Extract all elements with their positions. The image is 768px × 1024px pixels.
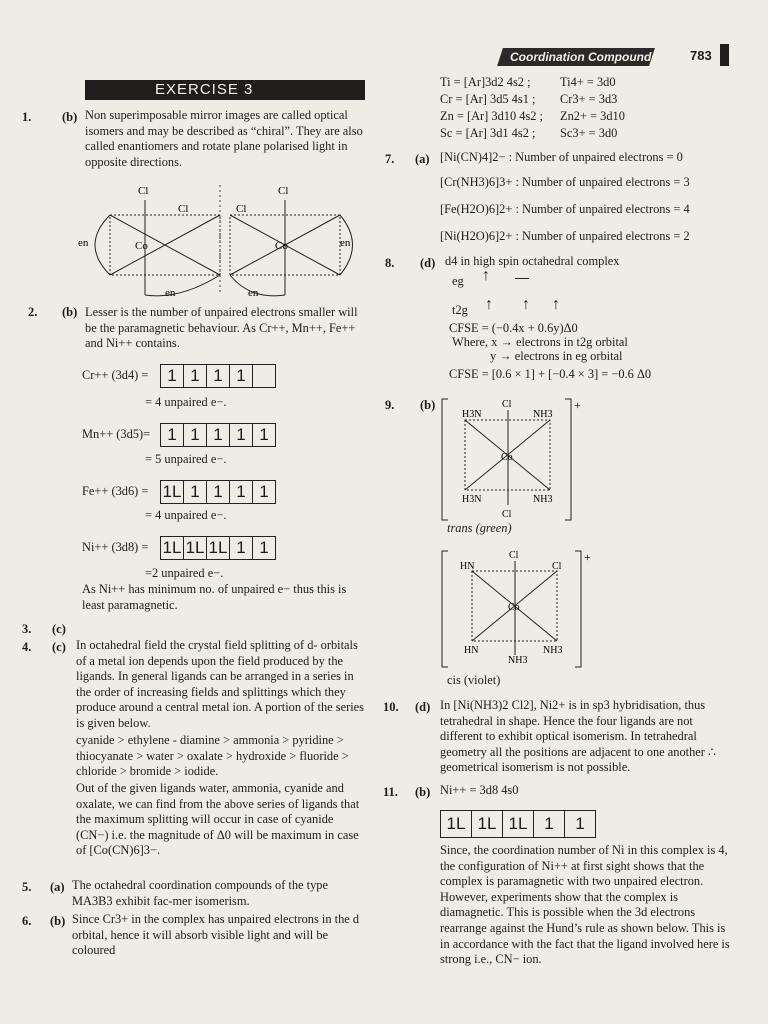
diagram-label-en: en [248,287,259,299]
q11-config: Ni++ = 3d8 4s0 [440,783,519,797]
q7-item: [Cr(NH3)6]3+ : Number of unpaired electrons = 3 [440,175,690,189]
q1-option: (b) [62,110,78,124]
q2-row-note: = 5 unpaired e−. [145,452,227,466]
q3-option: (c) [52,622,66,636]
config-left: Cr = [Ar] 3d5 4s1 ; [440,92,536,106]
diagram-label-co: Co [135,240,148,252]
q11-option: (b) [415,785,431,799]
q2-row-ion: Cr++ (3d4) = [82,368,149,382]
up-arrow-icon: ↑ [485,296,493,313]
q3-number: 3. [22,622,32,636]
q11-orbital-boxes: 1L 1L 1L 1 1 [440,810,596,838]
q2-row-ion: Mn++ (3d5)= [82,427,151,441]
svg-text:Cl: Cl [502,399,512,410]
q8-text: d4 in high spin octahedral complex [445,254,620,268]
config-right: Sc3+ = 3d0 [560,126,618,140]
diagram-label-cl: Cl [236,203,247,215]
svg-text:NH3: NH3 [533,494,553,505]
orbital-boxes: 1L 1L 1L 1 1 [160,536,276,560]
q2-row-note: = 4 unpaired e−. [145,395,227,409]
q6-number: 6. [22,914,32,928]
q8-option: (d) [420,256,436,270]
q10-option: (d) [415,700,431,714]
q7-item: [Ni(CN)4]2− : Number of unpaired electrons = 0 [440,150,683,164]
diagram-label-en: en [165,287,176,299]
exercise-title: EXERCISE 3 [155,81,254,98]
q10-text: In [Ni(NH3)2 Cl2], Ni2+ is in sp3 hybridisation, thus tetrahedral in shape. Hence the four ligands are not different to exhibit optical isomerism. In tetrahedral geometry all the positions are adjacent to one another ∴ geometrical isomerism is not possible. [440,698,716,775]
svg-text:NH3: NH3 [543,645,563,656]
config-right: Zn2+ = 3d10 [560,109,625,123]
q1-number: 1. [22,110,32,124]
cis-label: cis (violet) [447,673,501,687]
q8-eg-label: eg [452,274,464,288]
header-title: Coordination Compounds [510,50,658,64]
cis-isomer-diagram [440,545,600,675]
q5-option: (a) [50,880,65,894]
svg-text:NH3: NH3 [508,655,528,666]
right-isomer [230,185,353,299]
q8-where2: y → electrons in eg orbital [490,349,623,363]
q7-item: [Fe(H2O)6]2+ : Number of unpaired electrons = 4 [440,202,690,216]
svg-text:NH3: NH3 [533,409,553,420]
config-left: Zn = [Ar] 3d10 4s2 ; [440,109,544,123]
q9-number: 9. [385,398,395,412]
q7-option: (a) [415,152,430,166]
q8-where1: Where, x → electrons in t2g orbital [452,335,628,349]
q4-text: In octahedral field the crystal field splitting of d- orbitals of a metal ion depends upon the field produced by the ligands. In general ligands can be arranged in a series in the order of increasing fields and splittings which they produce around a central metal ion. A portion of the series is given below. [76,638,364,730]
config-left: Sc = [Ar] 3d1 4s2 ; [440,126,536,140]
q8-cfse-value: CFSE = [0.6 × 1] + [−0.4 × 3] = −0.6 Δ0 [449,367,652,381]
q2-row-note: = 4 unpaired e−. [145,508,227,522]
q5-number: 5. [22,880,32,894]
q10-number: 10. [383,700,399,714]
q7-number: 7. [385,152,395,166]
q9-option: (b) [420,398,436,412]
svg-text:Cl: Cl [552,561,562,572]
config-right: Ti4+ = 3d0 [560,75,616,89]
q2-number: 2. [28,305,38,319]
up-arrow-icon: ↑ [522,296,530,313]
q6-text: Since Cr3+ in the complex has unpaired electrons in the d orbital, hence it will absorb visible light and will be coloured [72,912,360,958]
q8-number: 8. [385,256,395,270]
q1-text: Non superimposable mirror images are called optical isomers and may be described as “chiral”. They are also called enantiomers and rotate plane polarised light in opposite directions. [85,108,363,169]
up-arrow-icon: ↑ [552,296,560,313]
svg-text:H3N: H3N [462,494,482,505]
q11-number: 11. [383,785,398,799]
trans-isomer-diagram [440,395,600,530]
svg-text:Co: Co [501,452,513,463]
diagram-label-cl: Cl [138,185,149,197]
diagram-label-en: en [78,237,89,249]
svg-text:HN: HN [460,561,475,572]
diagram-label-cl: Cl [178,203,189,215]
config-left: Ti = [Ar]3d2 4s2 ; [440,75,531,89]
q6-option: (b) [50,914,66,928]
q8-cfse-formula: CFSE = (−0.4x + 0.6y)Δ0 [449,321,578,335]
q2-row-ion: Fe++ (3d6) = [82,484,149,498]
q2-option: (b) [62,305,78,319]
trans-label: trans (green) [447,521,512,535]
q4-text2: Out of the given ligands water, ammonia, cyanide and oxalate, we can find from the above series of ligands that the maximum splitting will occur in case of cyanide (CN−) i.e. the magnitude of Δ0 will be maximum in case of [Co(CN)6]3−. [76,781,360,858]
orbital-boxes: 1 1 1 1 [160,364,276,388]
q11-text: Since, the coordination number of Ni in this complex is 4, the configuration of Ni++ at first sight shows that the complex is paramagnetic with two unpaired electron. However, experiments show that the complex is diamagnetic. This is possible when the 3d electrons rearrange against the Hund’s rule as shown below. This is in accordance with the fact that the ligand involved here is strong i.e., CN− ion. [440,843,730,967]
page-number: 783 [690,48,712,63]
config-right: Cr3+ = 3d3 [560,92,618,106]
q2-conclusion: As Ni++ has minimum no. of unpaired e− thus this is least paramagnetic. [82,582,347,612]
q2-row-note: =2 unpaired e−. [145,566,224,580]
orbital-boxes: 1L 1 1 1 1 [160,480,276,504]
q2-row-ion: Ni++ (3d8) = [82,540,149,554]
q2-text: Lesser is the number of unpaired electrons smaller will be the paramagnetic behaviour. As Cr++, Mn++, Fe++ and Ni++ contains. [85,305,358,351]
svg-text:Cl: Cl [509,550,519,561]
svg-text:+: + [584,550,591,564]
svg-text:Co: Co [508,602,520,613]
q4-number: 4. [22,640,32,654]
svg-text:H3N: H3N [462,409,482,420]
up-arrow-icon: ↑ [482,267,490,284]
diagram-label-cl: Cl [278,185,289,197]
q8-t2g-label: t2g [452,303,468,317]
q4-option: (c) [52,640,66,654]
diagram-label-co: Co [275,240,288,252]
q5-text: The octahedral coordination compounds of the type MA3B3 exhibit fac-mer isomerism. [72,878,328,908]
orbital-boxes: 1 1 1 1 1 [160,423,276,447]
page-marker [720,44,729,66]
left-isomer [78,185,220,299]
svg-text:Cl: Cl [502,509,512,520]
enantiomer-diagram [70,180,370,300]
diagram-label-en: en [340,237,351,249]
svg-text:+: + [574,398,581,412]
q4-series: cyanide > ethylene - diamine > ammonia > pyridine > thiocyanate > water > oxalate > hydroxide > fluoride > chloride > bromide > iodide. [76,733,349,779]
svg-text:HN: HN [464,645,479,656]
q7-item: [Ni(H2O)6]2+ : Number of unpaired electrons = 2 [440,229,690,243]
empty-orbital [515,278,529,279]
